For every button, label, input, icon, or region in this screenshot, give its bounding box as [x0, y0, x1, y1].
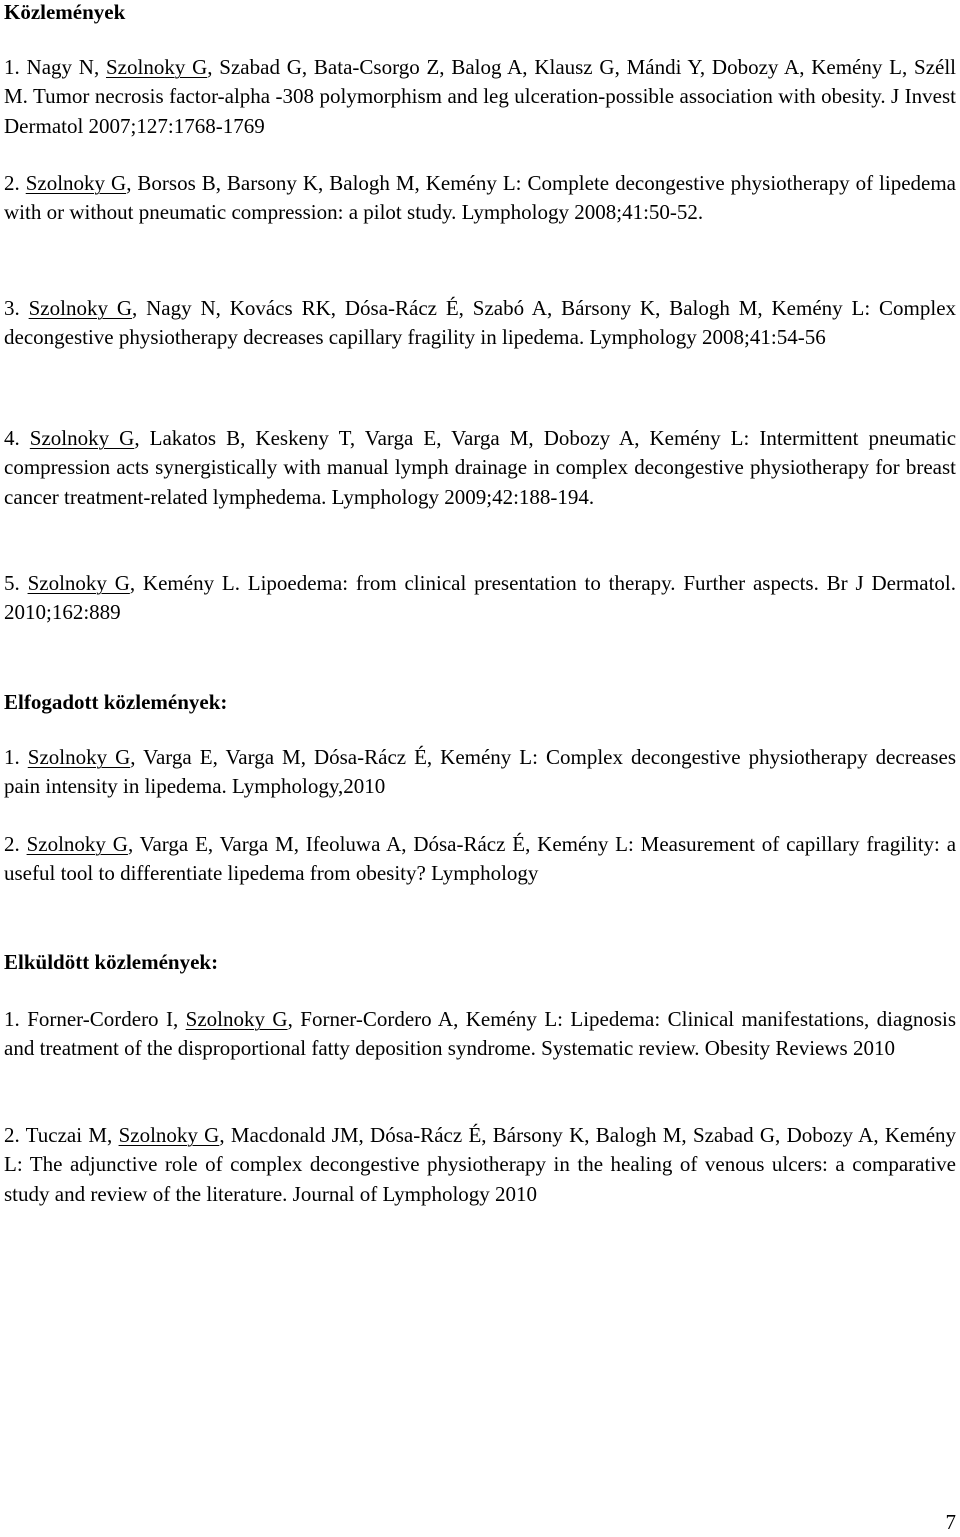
section-heading-submitted: Elküldött közlemények: — [4, 950, 219, 974]
reference-number: 4. — [4, 426, 30, 450]
reference-text: , Kemény L. Lipoedema: from clinical presentation to therapy. Further aspects. Br J Dermatol. 2010;162:889 — [4, 571, 956, 625]
reference-number: 1. — [4, 745, 28, 769]
reference-number: 1. — [4, 1007, 28, 1031]
reference-item — [4, 1121, 956, 1209]
reference-leading-authors: Forner-Cordero I, — [27, 1007, 186, 1031]
reference-number: 3. — [4, 296, 29, 320]
reference-item — [4, 743, 956, 802]
reference-text: , Lakatos B, Keskeny T, Varga E, Varga M, Dobozy A, Kemény L: Intermittent pneumatic compression acts synergistically with manual lymph drainage in complex decongestive physiotherapy for breast cancer treatment-related lymphedema. Lymphology 2009;42:188-194. — [4, 426, 957, 509]
reference-text: , Macdonald JM, Dósa-Rácz É, Bársony K, Balogh M, Szabad G, Dobozy A, Kemény L: The adjunctive role of complex decongestive physiotherapy in the healing of venous ulcers: a comparative study and review of the literature. Journal of Lymphology 2010 — [4, 1123, 957, 1206]
reference-text: , Varga E, Varga M, Ifeoluwa A, Dósa-Rácz É, Kemény L: Measurement of capillary fragility: a useful tool to differentiate lipedema from obesity? Lymphology — [4, 832, 957, 886]
reference-highlighted-author: Szolnoky G — [185, 1007, 288, 1031]
reference-text: , Varga E, Varga M, Dósa-Rácz É, Kemény L: Complex decongestive physiotherapy decreases pain intensity in lipedema. Lymphology,2010 — [4, 745, 957, 799]
reference-text: , Nagy N, Kovács RK, Dósa-Rácz É, Szabó A, Bársony K, Balogh M, Kemény L: Complex decongestive physiotherapy decreases capillary fragility in lipedema. Lymphology 2008;41:54-56 — [4, 296, 957, 350]
reference-highlighted-author: Szolnoky G — [118, 1123, 220, 1147]
reference-number: 2. — [4, 1123, 26, 1147]
reference-text: , Borsos B, Barsony K, Balogh M, Kemény L: Complete decongestive physiotherapy of lipedema with or without pneumatic compression: a pilot study. Lymphology 2008;41:50-52. — [4, 171, 957, 225]
reference-highlighted-author: Szolnoky G — [29, 426, 135, 450]
reference-number: 1. — [4, 55, 27, 79]
reference-item — [4, 294, 956, 353]
reference-item — [4, 569, 956, 628]
reference-text: , Szabad G, Bata-Csorgo Z, Balog A, Klausz G, Mándi Y, Dobozy A, Kemény L, Széll M. Tumor necrosis factor-alpha -308 polymorphism and leg ulceration-possible association with obesity. J Invest Dermatol 2007;127:1768-1769 — [4, 55, 956, 138]
reference-highlighted-author: Szolnoky G — [25, 171, 127, 195]
reference-number: 2. — [4, 832, 27, 856]
page-number: 7 — [945, 1510, 956, 1534]
reference-item — [4, 1005, 956, 1064]
reference-item — [4, 830, 956, 889]
reference-text: , Forner-Cordero A, Kemény L: Lipedema: Clinical manifestations, diagnosis and treatment of the disproportional fatty deposition syndrome. Systematic review. Obesity Reviews 2010 — [4, 1007, 957, 1061]
reference-highlighted-author: Szolnoky G — [28, 296, 132, 320]
reference-number: 5. — [4, 571, 28, 595]
reference-highlighted-author: Szolnoky G — [27, 571, 130, 595]
reference-item — [4, 424, 956, 512]
reference-item — [4, 169, 956, 228]
reference-number: 2. — [4, 171, 26, 195]
reference-item — [4, 53, 956, 141]
reference-highlighted-author: Szolnoky G — [27, 745, 131, 769]
reference-highlighted-author: Szolnoky G — [26, 832, 128, 856]
reference-leading-authors: Nagy N, — [26, 55, 106, 79]
reference-highlighted-author: Szolnoky G — [106, 55, 208, 79]
section-heading-publications: Közlemények — [4, 0, 126, 24]
reference-leading-authors: Tuczai M, — [25, 1123, 119, 1147]
section-heading-accepted: Elfogadott közlemények: — [4, 690, 228, 714]
